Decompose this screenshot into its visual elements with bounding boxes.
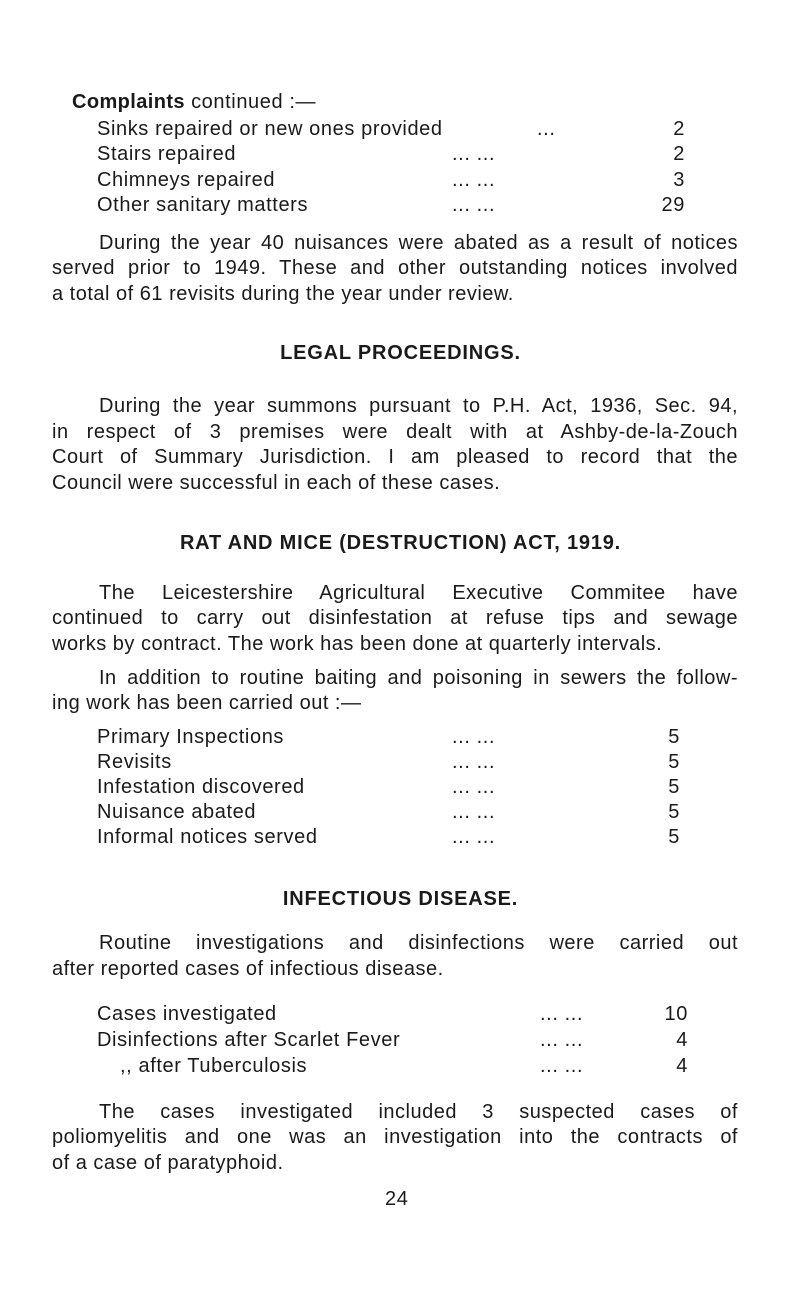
legal-proceedings-heading: LEGAL PROCEEDINGS. — [280, 342, 521, 364]
infectious-paragraph-line: poliomyelitis and one was an investigation into the contracts of — [52, 1126, 738, 1148]
infectious-disease-heading: INFECTIOUS DISEASE. — [282, 888, 519, 910]
complaints-paragraph-line: During the year 40 nuisances were abated as a result of notices — [99, 232, 738, 254]
infectious-paragraph-line: after reported cases of infectious disease. — [52, 958, 444, 980]
complaints-paragraph-line: served prior to 1949. These and other outstanding notices involved — [52, 257, 738, 279]
legal-paragraph-line: During the year summons pursuant to P.H. Act, 1936, Sec. 94, — [99, 395, 738, 417]
rat-item-leader: ... ... — [452, 751, 496, 773]
rat-item-leader: ... ... — [452, 776, 496, 798]
legal-paragraph-line: Court of Summary Jurisdiction. I am pleased to record that the — [52, 446, 738, 468]
rat-paragraph-line: In addition to routine baiting and poisoning in sewers the follow- — [99, 667, 738, 689]
rat-mice-act-heading: RAT AND MICE (DESTRUCTION) ACT, 1919. — [179, 532, 622, 554]
infectious-item-label: Disinfections after Scarlet Fever — [97, 1029, 401, 1051]
complaints-item-leader: ... ... — [452, 194, 496, 216]
complaints-item-leader: ... ... — [452, 143, 496, 165]
infectious-item-leader: ... ... — [540, 1055, 584, 1077]
rat-item-leader: ... ... — [452, 726, 496, 748]
rat-item-leader: ... ... — [452, 801, 496, 823]
complaints-item-label: Sinks repaired or new ones provided — [97, 118, 443, 140]
infectious-item-leader: ... ... — [540, 1003, 584, 1025]
rat-paragraph-line: ing work has been carried out :— — [52, 692, 362, 714]
rat-item-value: 5 — [668, 751, 680, 773]
complaints-paragraph-line: a total of 61 revisits during the year under review. — [52, 283, 514, 305]
complaints-heading-bold: Complaints — [72, 91, 185, 113]
rat-item-label: Revisits — [97, 751, 172, 773]
complaints-heading — [72, 90, 316, 114]
rat-item-label: Primary Inspections — [97, 726, 285, 748]
complaints-item-value: 29 — [661, 194, 685, 216]
infectious-item-label: ,, after Tuberculosis — [120, 1055, 308, 1077]
complaints-heading-rest: continued :— — [191, 91, 317, 113]
infectious-paragraph-line: of a case of paratyphoid. — [52, 1152, 284, 1174]
infectious-paragraph-line: The cases investigated included 3 suspected cases of — [99, 1101, 738, 1123]
complaints-item-value: 2 — [673, 118, 685, 140]
infectious-paragraph-line: Routine investigations and disinfections were carried out — [99, 932, 738, 954]
rat-item-value: 5 — [668, 826, 680, 848]
rat-item-value: 5 — [668, 776, 680, 798]
rat-paragraph-line: continued to carry out disinfestation at refuse tips and sewage — [52, 607, 738, 629]
complaints-item-leader: ... ... — [452, 169, 496, 191]
rat-paragraph-line: The Leicestershire Agricultural Executive Commitee have — [99, 582, 738, 604]
complaints-item-value: 2 — [673, 143, 685, 165]
complaints-item-label: Chimneys repaired — [97, 169, 276, 191]
rat-item-value: 5 — [668, 726, 680, 748]
infectious-item-value: 4 — [676, 1029, 688, 1051]
infectious-item-value: 10 — [664, 1003, 688, 1025]
legal-paragraph-line: Council were successful in each of these cases. — [52, 472, 501, 494]
complaints-item-label: Other sanitary matters — [97, 194, 309, 216]
complaints-item-label: Stairs repaired — [97, 143, 237, 165]
complaints-item-leader: ... — [537, 118, 556, 140]
rat-paragraph-line: works by contract. The work has been done at quarterly intervals. — [52, 633, 663, 655]
page-number: 24 — [385, 1188, 409, 1210]
rat-item-value: 5 — [668, 801, 680, 823]
rat-item-label: Infestation discovered — [97, 776, 305, 798]
infectious-item-leader: ... ... — [540, 1029, 584, 1051]
legal-paragraph-line: in respect of 3 premises were dealt with at Ashby-de-la-Zouch — [52, 421, 738, 443]
rat-item-label: Informal notices served — [97, 826, 318, 848]
complaints-item-value: 3 — [673, 169, 685, 191]
infectious-item-label: Cases investigated — [97, 1003, 277, 1025]
infectious-item-value: 4 — [676, 1055, 688, 1077]
rat-item-leader: ... ... — [452, 826, 496, 848]
rat-item-label: Nuisance abated — [97, 801, 257, 823]
